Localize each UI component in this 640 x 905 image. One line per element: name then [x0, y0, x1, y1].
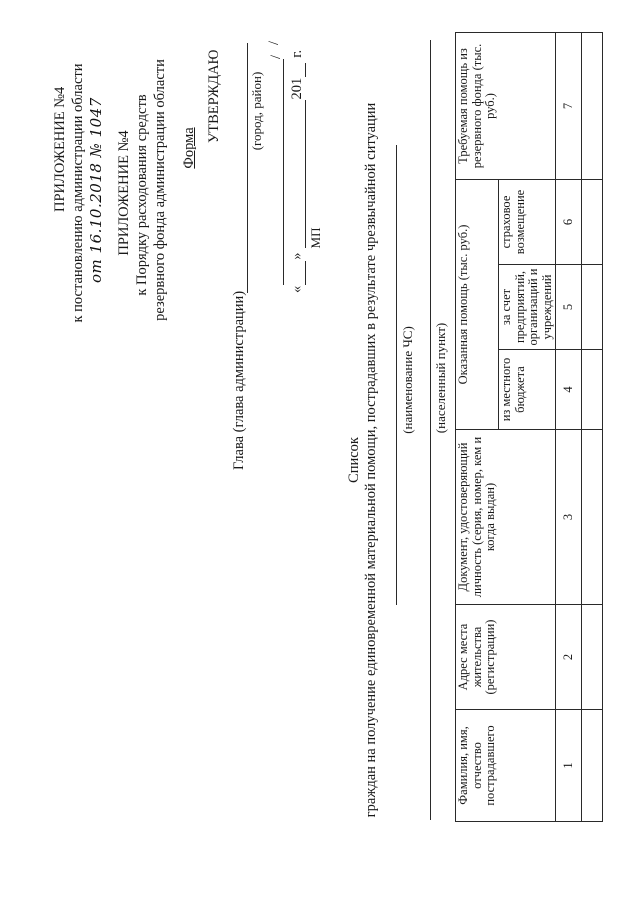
appendix-2-fund-line: резервного фонда администрации области [152, 59, 168, 321]
appendix-2-procedure-line: к Порядку расходования средств [134, 94, 150, 296]
column-number: 7 [556, 32, 582, 179]
day-blank [292, 261, 306, 285]
header-assistance-provided: Оказанная помощь (тыс. руб.) [456, 179, 499, 429]
header-full-name: Фамилия, имя, отчество пострадавшего [456, 710, 556, 822]
header-insurance: страховое возмещение [499, 179, 556, 264]
appendix-2-title: ПРИЛОЖЕНИЕ №4 [116, 130, 132, 256]
city-district-label: (город, район) [249, 71, 264, 151]
empty-cell [582, 350, 603, 430]
empty-cell [582, 710, 603, 822]
victims-table [455, 32, 603, 822]
list-subtitle: граждан на получение единовременной материальной помощи, пострадавших в результате чрезвычайной ситуации [363, 102, 379, 818]
header-address: Адрес места жительства (регистрации) [456, 605, 556, 710]
approval-title: УТВЕРЖДАЮ [206, 49, 222, 143]
header-enterprises: за счет предприятий, организаций и учреждений [499, 265, 556, 350]
emergency-name-underline [396, 145, 397, 605]
date-open-quote: « [289, 285, 305, 293]
signature-slash-open: / [268, 54, 284, 59]
year-suffix: г. [289, 49, 305, 58]
header-identity-document: Документ, удостоверяющий личность (серия, номер, кем и когда выдан) [456, 430, 556, 605]
signature-slash-close: / [266, 40, 282, 45]
column-number: 4 [556, 350, 582, 430]
column-number: 5 [556, 265, 582, 350]
approval-date-row [289, 50, 306, 293]
column-number: 2 [556, 605, 582, 710]
handwritten-decree-date-number: от 16.10.2018 № 1047 [87, 97, 105, 283]
locality-underline [430, 40, 431, 820]
column-number: 3 [556, 430, 582, 605]
form-label: Форма [181, 127, 197, 169]
empty-cell [582, 179, 603, 264]
empty-cell [582, 605, 603, 710]
year-blank [292, 63, 306, 77]
column-number: 6 [556, 179, 582, 264]
head-name-underline [247, 43, 248, 293]
emergency-name-label: (наименование ЧС) [400, 326, 415, 434]
year-prefix: 201 [289, 77, 305, 100]
empty-cell [582, 430, 603, 605]
header-local-budget: из местного бюджета [499, 350, 556, 430]
appendix-1-decree-line: к постановлению администрации области [70, 63, 86, 323]
locality-label: (населенный пункт) [433, 322, 448, 434]
table-row [582, 32, 603, 821]
month-blank [292, 101, 306, 249]
date-close-quote: » [289, 252, 305, 260]
list-title: Список [346, 437, 362, 483]
appendix-1-title: ПРИЛОЖЕНИЕ №4 [52, 86, 68, 212]
head-of-administration-label: Глава (глава администрации) [231, 290, 247, 470]
empty-cell [582, 265, 603, 350]
column-number-row [556, 32, 582, 821]
header-required-assistance: Требуемая помощь из резервного фонда (тыс. руб.) [456, 32, 556, 179]
table-header-row [456, 32, 499, 821]
stamp-place-label: МП [308, 227, 323, 249]
empty-cell [582, 32, 603, 179]
signature-underline [283, 59, 284, 285]
column-number: 1 [556, 710, 582, 822]
